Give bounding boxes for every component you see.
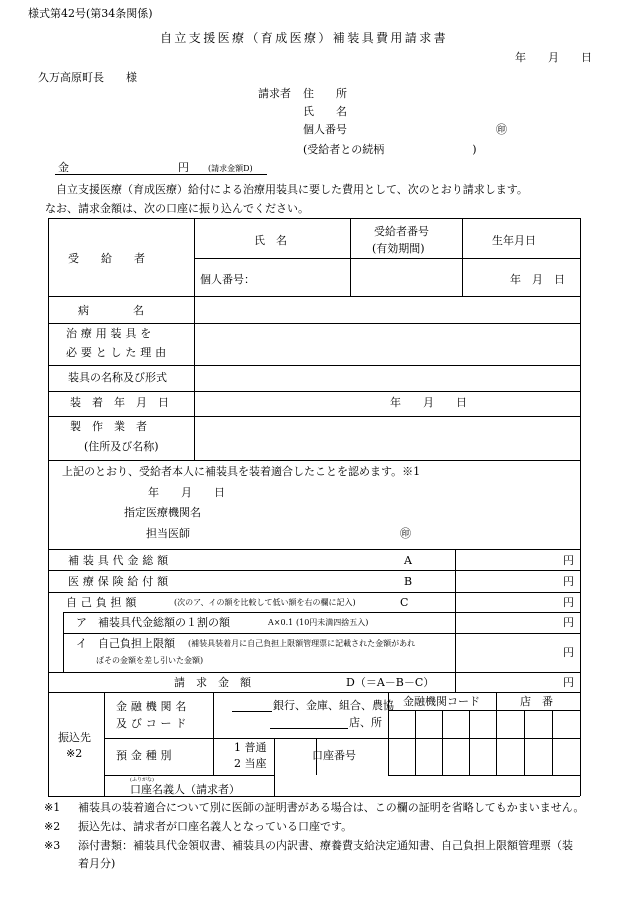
requester-label: 請求者 — [258, 87, 291, 100]
self-label: 自己負担額 — [66, 596, 141, 609]
self-note: (次のア、イの額を比較して低い額を右の欄に記入) — [174, 598, 356, 607]
bank-section-label: 振込先 — [58, 731, 91, 744]
branch-label: 店 番 — [520, 695, 553, 708]
inst-types-1: 銀行、金庫、組合、農協 — [273, 699, 394, 712]
addressee: 久万高原町長 様 — [38, 71, 137, 84]
cert-seal: ㊞ — [400, 527, 411, 540]
holder-label: 口座名義人（請求者） — [130, 783, 240, 796]
option-i-note-1: (補装具装着月に自己負担上限額管理票に記載された金額があれ — [188, 639, 416, 648]
insurance-label: 医療保険給付額 — [68, 575, 172, 588]
option-a-label: ア 補装具代金総額の１割の額 — [76, 616, 230, 629]
insurance-yen: 円 — [563, 575, 574, 588]
option-a-note: (10円未満四捨五入) — [296, 618, 369, 627]
cert-doctor: 担当医師 — [146, 527, 190, 540]
note-2-text: 振込先は、請求者が口座名義人となっている口座です。 — [78, 820, 353, 833]
note-2-mark: ※2 — [44, 820, 61, 833]
col-valid-period: (有効期間) — [372, 242, 425, 255]
maker-label: 製 作 業 者 — [70, 420, 147, 433]
inst-label-1: 金融機関名 — [116, 700, 191, 713]
insurance-code: B — [404, 575, 413, 588]
intro-line-1: 自立支援医療（育成医療）給付による治療用装具に要した費用として、次のとおり請求します。 — [56, 183, 528, 196]
self-code: C — [400, 596, 409, 609]
requester-address-label: 住 所 — [303, 87, 347, 100]
note-3-text: 添付書類：補装具代金領収書、補装具の内訳書、療養費支給決定通知書、自己負担上限額管理票（装 — [78, 839, 573, 852]
inst-label-2: 及びコード — [116, 717, 191, 730]
holder-furigana: (ふりがな) — [130, 777, 154, 783]
claim-label: 請 求 金 額 — [174, 676, 251, 689]
deposit-current: 2 当座 — [234, 757, 267, 770]
recipient-label: 受 給 者 — [68, 252, 145, 265]
fit-date-label: 装 着 年 月 日 — [70, 396, 169, 409]
requester-name-label: 氏 名 — [303, 105, 347, 118]
claim-yen: 円 — [563, 676, 574, 689]
cert-text: 上記のとおり、受給者本人に補装具を装着適合したことを認めます。※1 — [62, 465, 421, 478]
total-code: A — [404, 554, 412, 567]
birth-ymd: 年 月 日 — [510, 273, 565, 286]
amount-unit: 円 — [178, 161, 189, 174]
col-birth: 生年月日 — [492, 234, 536, 247]
deposit-type-label: 預金種別 — [116, 749, 176, 762]
total-yen: 円 — [563, 554, 574, 567]
option-i-label: イ 自己負担上限額 — [76, 637, 175, 650]
bank-section-note: ※2 — [66, 747, 83, 760]
self-yen: 円 — [563, 596, 574, 609]
account-no-label: 口座番号 — [312, 749, 356, 762]
personal-no-label: 個人番号： — [200, 273, 255, 286]
maker-sub-label: (住所及び名称) — [84, 440, 159, 453]
col-recipient-no: 受給者番号 — [374, 225, 429, 238]
fit-date-ymd: 年 月 日 — [390, 396, 467, 409]
intro-line-2: なお、請求金額は、次の口座に振り込んでください。 — [45, 202, 309, 215]
option-i-note-2: ばその金額を差し引いた金額) — [96, 656, 204, 665]
deposit-ordinary: 1 普通 — [234, 741, 267, 754]
inst-types-2: 店、所 — [349, 716, 382, 729]
requester-relation: (受給者との続柄 ) — [303, 143, 477, 156]
col-name: 氏 名 — [254, 234, 287, 247]
option-a-yen: 円 — [563, 616, 574, 629]
reason-label-1: 治療用装具を — [66, 327, 156, 340]
device-name-label: 装具の名称及び形式 — [68, 371, 167, 384]
option-i-yen: 円 — [563, 646, 574, 659]
inst-code-label: 金融機関コード — [403, 695, 480, 708]
disease-label: 病 名 — [78, 304, 144, 317]
note-3-mark: ※3 — [44, 839, 61, 852]
cert-facility: 指定医療機関名 — [124, 506, 201, 519]
claim-code: D（＝A－B－C） — [346, 676, 435, 689]
option-a-formula: A×0.1 — [268, 618, 294, 627]
requester-seal: ㊞ — [496, 123, 507, 136]
page-title: 自立支援医療（育成医療）補装具費用請求書 — [160, 31, 449, 45]
total-label: 補装具代金総額 — [68, 554, 172, 567]
date-line: 年 月 日 — [515, 51, 592, 64]
note-1-mark: ※1 — [44, 801, 61, 814]
requester-personal-number-label: 個人番号 — [303, 123, 347, 136]
cert-ymd: 年 月 日 — [148, 486, 225, 499]
amount-prefix: 金 — [58, 161, 69, 174]
form-number: 様式第42号(第34条関係) — [28, 7, 153, 20]
note-1-text: 補装具の装着適合について別に医師の証明書がある場合は、この欄の証明を省略してもかまいません。 — [78, 801, 585, 814]
note-3-cont: 着月分) — [78, 857, 116, 870]
amount-note: (請求金額D) — [208, 164, 253, 173]
reason-label-2: 必要とした理由 — [66, 346, 170, 359]
